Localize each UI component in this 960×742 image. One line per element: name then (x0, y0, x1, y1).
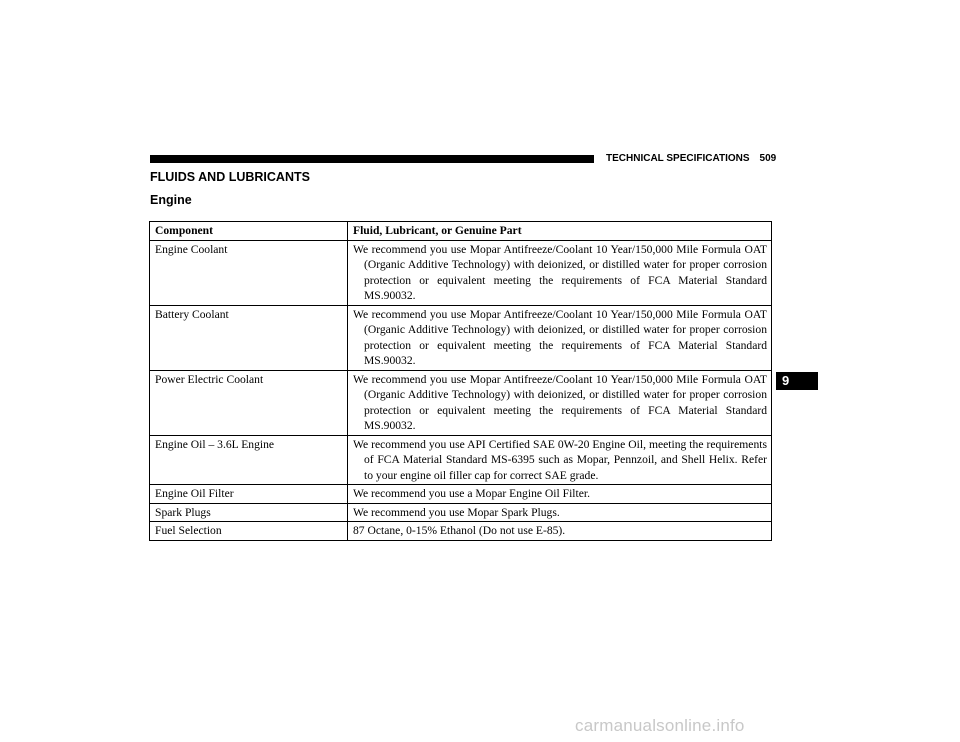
cell-fluid: We recommend you use Mopar Antifreeze/Coolant 10 Year/150,000 Mile Formula OAT (Organic Additive Technology) with deionized, or distilled water for proper corrosion protection or equivalent meeting the requirements of FCA Material Standard MS.90032. (348, 370, 772, 435)
table-row (150, 305, 772, 370)
cell-fluid: We recommend you use API Certified SAE 0W-20 Engine Oil, meeting the requirements of FCA Material Standard MS-6395 such as Mopar, Pennzoil, and Shell Helix. Refer to your engine oil filler cap for correct SAE grade. (348, 435, 772, 485)
cell-fluid: 87 Octane, 0-15% Ethanol (Do not use E-85). (348, 522, 772, 541)
column-header-fluid: Fluid, Lubricant, or Genuine Part (348, 222, 772, 241)
cell-component: Engine Coolant (150, 240, 348, 305)
sub-title: Engine (150, 193, 192, 207)
cell-fluid: We recommend you use a Mopar Engine Oil Filter. (348, 485, 772, 504)
running-head-section: TECHNICAL SPECIFICATIONS (606, 153, 750, 164)
table-row (150, 435, 772, 485)
section-title: FLUIDS AND LUBRICANTS (150, 170, 310, 184)
cell-component: Battery Coolant (150, 305, 348, 370)
page-number: 509 (759, 153, 777, 164)
table-row (150, 370, 772, 435)
table-row (150, 522, 772, 541)
cell-fluid: We recommend you use Mopar Antifreeze/Coolant 10 Year/150,000 Mile Formula OAT (Organic Additive Technology) with deionized, or distilled water for proper corrosion protection or equivalent meeting the requirements of FCA Material Standard MS.90032. (348, 240, 772, 305)
watermark: carmanualsonline.info (575, 716, 745, 735)
column-header-component: Component (150, 222, 348, 241)
cell-component: Power Electric Coolant (150, 370, 348, 435)
running-head (606, 153, 776, 164)
chapter-tab: 9 (776, 372, 818, 390)
table-row (150, 503, 772, 522)
header-rule (150, 155, 594, 163)
cell-fluid: We recommend you use Mopar Spark Plugs. (348, 503, 772, 522)
cell-fluid: We recommend you use Mopar Antifreeze/Coolant 10 Year/150,000 Mile Formula OAT (Organic Additive Technology) with deionized, or distilled water for proper corrosion protection or equivalent meeting the requirements of FCA Material Standard MS.90032. (348, 305, 772, 370)
cell-component: Engine Oil – 3.6L Engine (150, 435, 348, 485)
cell-component: Engine Oil Filter (150, 485, 348, 504)
cell-component: Spark Plugs (150, 503, 348, 522)
fluids-table (149, 221, 772, 541)
table-header-row (150, 222, 772, 241)
table-row (150, 240, 772, 305)
cell-component: Fuel Selection (150, 522, 348, 541)
table-row (150, 485, 772, 504)
